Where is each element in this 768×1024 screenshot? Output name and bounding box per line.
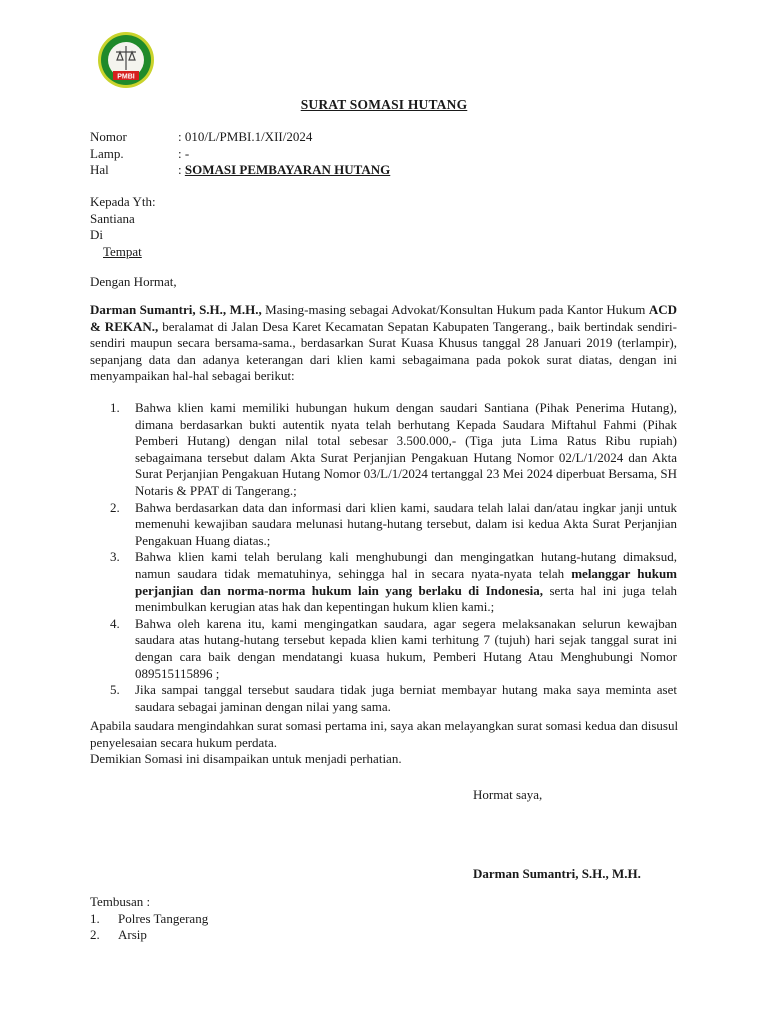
list-text: Arsip: [118, 927, 147, 942]
meta-hal: [90, 161, 390, 178]
points-list: [90, 400, 677, 715]
pmbi-logo: [92, 30, 160, 92]
list-number: 5.: [110, 682, 120, 698]
letter-meta: [90, 128, 390, 178]
intro-name: Darman Sumantri, S.H., M.H.,: [90, 302, 262, 317]
recipient-kepada: Kepada Yth:: [90, 194, 156, 209]
signature-greeting: Hormat saya,: [473, 787, 543, 802]
list-item: [90, 927, 208, 944]
meta-label: Hal: [90, 162, 109, 177]
list-number: 1.: [110, 400, 120, 415]
list-item: [90, 911, 208, 928]
list-number: 1.: [90, 910, 100, 926]
logo-text: PMBI: [117, 73, 135, 81]
meta-subject: SOMASI PEMBAYARAN HUTANG: [184, 162, 391, 177]
recipient-block: [90, 193, 156, 259]
tembusan-block: [90, 894, 208, 944]
meta-label: Nomor: [90, 129, 127, 144]
list-number: 2.: [90, 927, 100, 942]
list-text: Polres Tangerang: [118, 910, 209, 926]
intro-firm: ACD & REKAN.,: [90, 302, 678, 334]
meta-value: : 010/L/PMBI.1/XII/2024: [178, 129, 313, 144]
meta-colon: :: [178, 162, 185, 177]
closing-block: [90, 718, 690, 768]
salutation: Dengan Hormat,: [90, 274, 177, 289]
list-number: 3.: [110, 549, 120, 565]
list-number: 4.: [110, 615, 120, 631]
list-text: Bahwa berdasarkan data dan informasi dari klien kami, saudara telah lalai dan/atau ingkar janji untuk memenuhi kewajiban saudara melunasi hutang-hutang tersebut, dalam isi kedua Akta Surat Perjanjian Pengakuan Huang diatas.;: [135, 499, 677, 548]
meta-value: : -: [178, 145, 190, 161]
list-item: [90, 400, 677, 500]
meta-label: Lamp.: [90, 145, 124, 161]
intro-text-2: beralamat di Jalan Desa Karet Kecamatan Sepatan Kabupaten Tangerang., baik bertindak sendiri-sendiri maupun secara bersama-sama., berdasarkan Surat Kuasa Khusus tanggal 28 Januari 2019 (terlampir), sepanjang data dan adanya keterangan dari klien kami sebagaimana pada pokok surat diatas, dengan ini menyampaikan hal-hal sebagai berikut:: [90, 318, 677, 384]
recipient-name: Santiana: [90, 210, 135, 226]
list-item: [90, 549, 677, 615]
list-item: [90, 682, 677, 715]
meta-lamp: [90, 145, 390, 162]
list-text: serta hal ini juga telah menimbulkan kerugian atas hak dan kepentingan hukum klien kami.;: [135, 582, 677, 615]
intro-text-1: Masing-masing sebagai Advokat/Konsultan Hukum pada Kantor Hukum: [261, 302, 649, 317]
intro-paragraph: [90, 302, 677, 385]
recipient-di: Di: [90, 227, 103, 242]
list-text: Bahwa klien kami telah berulang kali menghubungi dan mengingatkan hutang-hutang dimaksud, namun saudara tidak mematuhinya, sehingga hal in secara nyata-nyata telah: [135, 549, 677, 581]
list-item: [90, 500, 677, 550]
list-item: [90, 616, 677, 682]
list-text: Bahwa klien kami memiliki hubungan hukum dengan saudari Santiana (Pihak Penerima Hutang), dimana berdasarkan bukti autentik nyata telah berhutang Kepada Saudara Miftahul Fahmi (Pihak Pemberi Hutang) dengan nilal total sebesar 3.500.000,- (Tiga juta Lima Ratus Ribu rupiah) sebagaimana tersebut dalam Akta Surat Perjanjian Pengakuan Hutang Nomor 02/L/1/2024 dan Akta Surat Perjanjian Pengakuan Hutang Nomor 03/L/1/2024 tertanggal 23 Mei 2024 diperbuat Bersama, SH Notaris & PPAT di Tangerang.;: [135, 400, 677, 498]
meta-nomor: [90, 128, 390, 145]
list-text-bold: melanggar hukum perjanjian dan norma-norma hukum lain yang berlaku di Indonesia,: [135, 565, 677, 598]
recipient-tempat: Tempat: [103, 243, 142, 259]
list-number: 2.: [110, 499, 120, 515]
tembusan-label: Tembusan :: [90, 894, 151, 909]
signature-name: Darman Sumantri, S.H., M.H.: [473, 866, 641, 881]
letter-title: SURAT SOMASI HUTANG: [300, 97, 468, 112]
closing-paragraph: Demikian Somasi ini disampaikan untuk menjadi perhatian.: [90, 751, 402, 767]
list-text: Jika sampai tanggal tersebut saudara tidak juga berniat membayar hutang maka saya meminta aset saudara sebagai jaminan dengan nilai yang sama.: [135, 682, 677, 714]
closing-paragraph: Apabila saudara mengindahkan surat somasi pertama ini, saya akan melayangkan surat somasi kedua dan disusul penyelesaian secara hukum perdata.: [90, 718, 679, 750]
list-text: Bahwa oleh karena itu, kami mengingatkan saudara, agar segera melaksanakan selurun kewajban saudara atas hutang-hutang tersebut kepada klien kami terhitung 7 (tujuh) hari sejak tanggal surat ini dengan cara baik dengan mendatangi kuasa hukum, Pemberi Hutang Atau Menghubungi Nomor 089515115896 ;: [135, 615, 677, 681]
